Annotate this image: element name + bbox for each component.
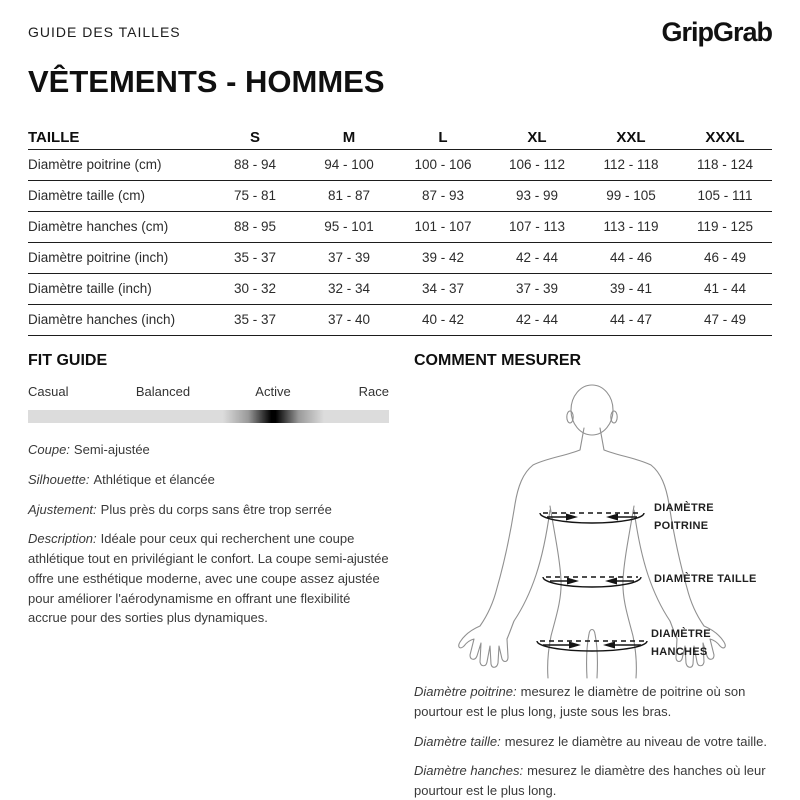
breadcrumb-guide-des-tailles: GUIDE DES TAILLES bbox=[28, 24, 181, 40]
cell-value: 30 - 32 bbox=[208, 273, 302, 304]
left-neck-shoulder-arm-hand bbox=[459, 428, 584, 667]
cell-value: 44 - 46 bbox=[584, 242, 678, 273]
table-row-hanches-inch bbox=[28, 304, 772, 335]
fit-scale-labels bbox=[28, 384, 389, 401]
fit-guide-section bbox=[28, 352, 389, 638]
cell-value: 105 - 111 bbox=[678, 180, 772, 211]
chest-left-arrowhead bbox=[566, 514, 578, 521]
table-row-poitrine-inch bbox=[28, 242, 772, 273]
column-header-xl: XL bbox=[490, 126, 584, 149]
chest-right-arrowhead bbox=[606, 514, 618, 521]
cell-value: 32 - 34 bbox=[302, 273, 396, 304]
instruction-hanches bbox=[414, 761, 778, 800]
diagram-label-line: HANCHES bbox=[651, 646, 708, 658]
cell-value: 107 - 113 bbox=[490, 211, 584, 242]
row-label: Diamètre poitrine (inch) bbox=[28, 242, 208, 273]
waist-left-arrowhead bbox=[567, 578, 579, 585]
instruction-label: Diamètre poitrine: bbox=[414, 684, 517, 699]
attr-text: Semi-ajustée bbox=[73, 442, 150, 457]
cell-value: 93 - 99 bbox=[490, 180, 584, 211]
diagram-label-line: POITRINE bbox=[654, 520, 709, 532]
instruction-text: mesurez le diamètre de poitrine où son pourtour est le plus long, juste sous les bras. bbox=[414, 684, 746, 719]
diagram-label-line: DIAMÈTRE bbox=[654, 502, 714, 514]
waist-right-arrowhead bbox=[605, 578, 617, 585]
column-header-xxl: XXL bbox=[584, 126, 678, 149]
fit-attr-description bbox=[28, 529, 390, 628]
cell-value: 34 - 37 bbox=[396, 273, 490, 304]
cell-value: 41 - 44 bbox=[678, 273, 772, 304]
attr-text: Idéale pour ceux qui recherchent une coupe athlétique tout en privilégiant le confort. La coupe semi-ajustée offre une esthétique moderne, avec une coupe assez ajustée pour améliorer l'aérodynamisme en offrant une flexibilité accrue pour des sorties plus dynamiques. bbox=[28, 531, 389, 626]
cell-value: 42 - 44 bbox=[490, 304, 584, 335]
column-header-taille: TAILLE bbox=[28, 126, 208, 149]
cell-value: 35 - 37 bbox=[208, 242, 302, 273]
cell-value: 88 - 95 bbox=[208, 211, 302, 242]
cell-value: 88 - 94 bbox=[208, 149, 302, 180]
attr-text: Athlétique et élancée bbox=[93, 471, 215, 487]
cell-value: 47 - 49 bbox=[678, 304, 772, 335]
fit-attr-coupe bbox=[28, 440, 390, 460]
fit-scale-bar bbox=[28, 410, 389, 423]
attr-text: Plus près du corps sans être trop serrée bbox=[100, 501, 332, 517]
cell-value: 35 - 37 bbox=[208, 304, 302, 335]
cell-value: 39 - 42 bbox=[396, 242, 490, 273]
right-torso-leg-outline bbox=[623, 506, 636, 678]
instruction-label: Diamètre hanches: bbox=[414, 763, 524, 779]
page-title: VÊTEMENTS - HOMMES bbox=[28, 64, 385, 99]
fit-label-race: Race bbox=[358, 384, 389, 399]
cell-value: 95 - 101 bbox=[302, 211, 396, 242]
cell-value: 118 - 124 bbox=[678, 149, 772, 180]
row-label: Diamètre hanches (cm) bbox=[28, 211, 208, 242]
cell-value: 101 - 107 bbox=[396, 211, 490, 242]
cell-value: 94 - 100 bbox=[302, 149, 396, 180]
table-row-hanches-cm bbox=[28, 211, 772, 242]
fit-attr-silhouette bbox=[28, 470, 390, 490]
diagram-label-hanches bbox=[651, 625, 711, 661]
cell-value: 99 - 105 bbox=[584, 180, 678, 211]
attr-label: Description: bbox=[28, 531, 97, 547]
instruction-poitrine bbox=[414, 682, 778, 722]
fit-label-active: Active bbox=[255, 384, 291, 399]
cell-value: 112 - 118 bbox=[584, 149, 678, 180]
column-header-l: L bbox=[396, 126, 490, 149]
instruction-text: mesurez le diamètre des hanches où leur pourtour est le plus long. bbox=[414, 763, 766, 798]
diagram-label-poitrine bbox=[654, 499, 714, 535]
head-outline bbox=[571, 385, 613, 435]
row-label: Diamètre taille (inch) bbox=[28, 273, 208, 304]
cell-value: 75 - 81 bbox=[208, 180, 302, 211]
cell-value: 119 - 125 bbox=[678, 211, 772, 242]
fit-label-casual: Casual bbox=[28, 384, 69, 399]
diagram-label-taille bbox=[654, 570, 757, 588]
size-table bbox=[28, 126, 772, 336]
measure-instructions bbox=[414, 682, 778, 800]
table-row-taille-cm bbox=[28, 180, 772, 211]
fit-label-balanced: Balanced bbox=[135, 384, 191, 399]
table-row-taille-inch bbox=[28, 273, 772, 304]
measure-section-title: COMMENT MESURER bbox=[414, 352, 582, 369]
left-torso-leg-outline bbox=[548, 506, 561, 678]
attr-label: Ajustement: bbox=[28, 501, 97, 517]
cell-value: 42 - 44 bbox=[490, 242, 584, 273]
attr-label: Coupe: bbox=[28, 442, 70, 457]
chest-ellipse-arc bbox=[540, 513, 644, 523]
waist-ellipse-arc bbox=[543, 577, 641, 587]
hips-left-arrowhead bbox=[569, 642, 581, 649]
fit-attributes bbox=[28, 440, 390, 628]
row-label: Diamètre taille (cm) bbox=[28, 180, 208, 211]
hips-measurement-ring bbox=[537, 641, 647, 651]
hips-right-arrowhead bbox=[603, 642, 615, 649]
column-header-xxxl: XXXL bbox=[678, 126, 772, 149]
cell-value: 37 - 39 bbox=[302, 242, 396, 273]
inner-legs-outline bbox=[587, 630, 598, 679]
cell-value: 106 - 112 bbox=[490, 149, 584, 180]
cell-value: 40 - 42 bbox=[396, 304, 490, 335]
hips-ellipse-arc bbox=[537, 641, 647, 651]
gripgrab-logo: GripGrab bbox=[661, 17, 772, 47]
fit-attr-ajustement bbox=[28, 500, 390, 520]
cell-value: 37 - 40 bbox=[302, 304, 396, 335]
row-label: Diamètre poitrine (cm) bbox=[28, 149, 208, 180]
fit-guide-title: FIT GUIDE bbox=[28, 352, 108, 369]
attr-label: Silhouette: bbox=[28, 471, 90, 487]
column-header-s: S bbox=[208, 126, 302, 149]
cell-value: 100 - 106 bbox=[396, 149, 490, 180]
waist-measurement-ring bbox=[543, 577, 641, 587]
cell-value: 81 - 87 bbox=[302, 180, 396, 211]
chest-measurement-ring bbox=[540, 513, 644, 523]
size-table-header-row bbox=[28, 126, 772, 149]
cell-value: 37 - 39 bbox=[490, 273, 584, 304]
table-row-poitrine-cm bbox=[28, 149, 772, 180]
diagram-label-line: DIAMÈTRE TAILLE bbox=[654, 573, 757, 585]
cell-value: 46 - 49 bbox=[678, 242, 772, 273]
instruction-label: Diamètre taille: bbox=[414, 733, 501, 749]
cell-value: 87 - 93 bbox=[396, 180, 490, 211]
cell-value: 113 - 119 bbox=[584, 211, 678, 242]
instruction-text: mesurez le diamètre au niveau de votre taille. bbox=[504, 733, 768, 749]
cell-value: 44 - 47 bbox=[584, 304, 678, 335]
row-label: Diamètre hanches (inch) bbox=[28, 304, 208, 335]
diagram-label-line: DIAMÈTRE bbox=[651, 628, 711, 640]
instruction-taille bbox=[414, 732, 778, 752]
measurement-rings bbox=[537, 513, 647, 651]
cell-value: 39 - 41 bbox=[584, 273, 678, 304]
column-header-m: M bbox=[302, 126, 396, 149]
